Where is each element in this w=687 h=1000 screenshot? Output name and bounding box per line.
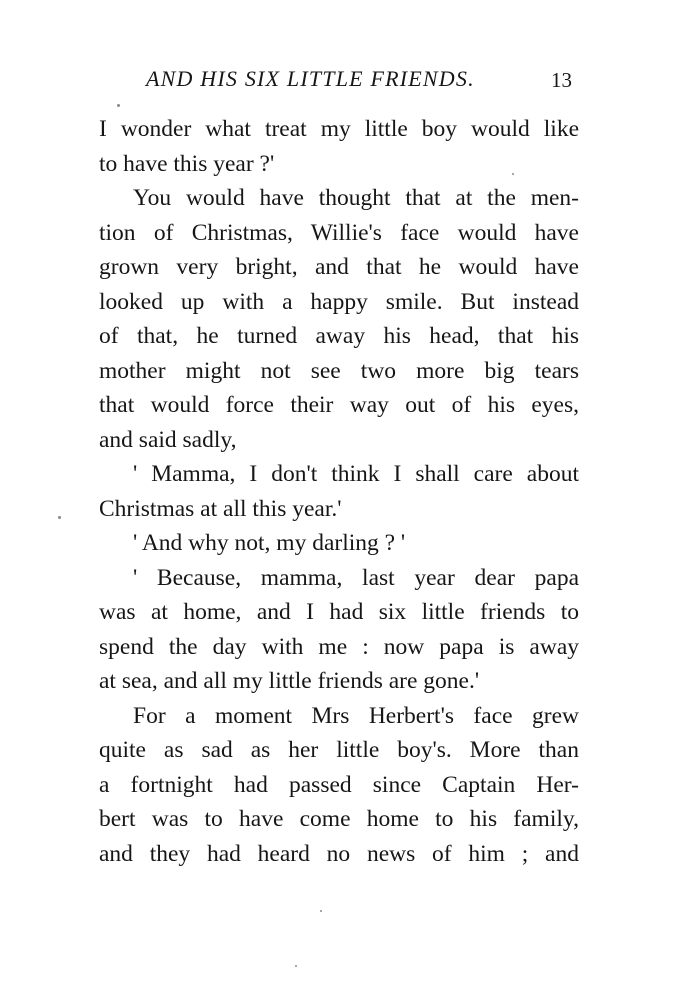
text-line: ' Because, mamma, last year dear papa [133, 564, 579, 591]
text-line: Christmas at all this year.' [99, 495, 342, 522]
running-head [0, 66, 687, 96]
text-line: was at home, and I had six little friends to [99, 599, 579, 625]
text-line: I wonder what treat my little boy would like [99, 116, 579, 142]
text-line: looked up with a happy smile. But instead [99, 288, 579, 315]
text-line: that would force their way out of his eyes, [99, 392, 579, 418]
text-line: and they had heard no news of him ; and [99, 840, 579, 867]
paper-speck [320, 910, 322, 912]
text-line: mother might not see two more big tears [99, 357, 579, 384]
text-line: to have this year ?' [99, 150, 275, 177]
running-title: AND HIS SIX LITTLE FRIENDS. [146, 66, 475, 91]
text-line: ' And why not, my darling ? ' [133, 530, 406, 556]
text-line: You would have thought that at the men- [133, 185, 579, 211]
paper-speck [295, 965, 297, 967]
text-line: bert was to have come home to his family, [99, 806, 579, 832]
paper-speck [512, 173, 514, 175]
text-line: quite as sad as her little boy's. More than [99, 737, 579, 763]
text-line: ' Mamma, I don't think I shall care about [133, 461, 579, 487]
text-line: and said sadly, [99, 426, 237, 453]
text-line: grown very bright, and that he would have [99, 254, 579, 280]
paper-speck [58, 516, 61, 519]
text-line: For a moment Mrs Herbert's face grew [133, 702, 579, 729]
paper-speck [117, 104, 120, 107]
text-line: spend the day with me : now papa is away [99, 633, 579, 660]
page-number: 13 [551, 68, 572, 92]
text-line: at sea, and all my little friends are gone.' [99, 668, 480, 694]
text-line: a fortnight had passed since Captain Her- [99, 771, 579, 798]
text-line: of that, he turned away his head, that his [99, 323, 579, 349]
text-line: tion of Christmas, Willie's face would have [99, 219, 579, 246]
body-text [99, 112, 579, 871]
